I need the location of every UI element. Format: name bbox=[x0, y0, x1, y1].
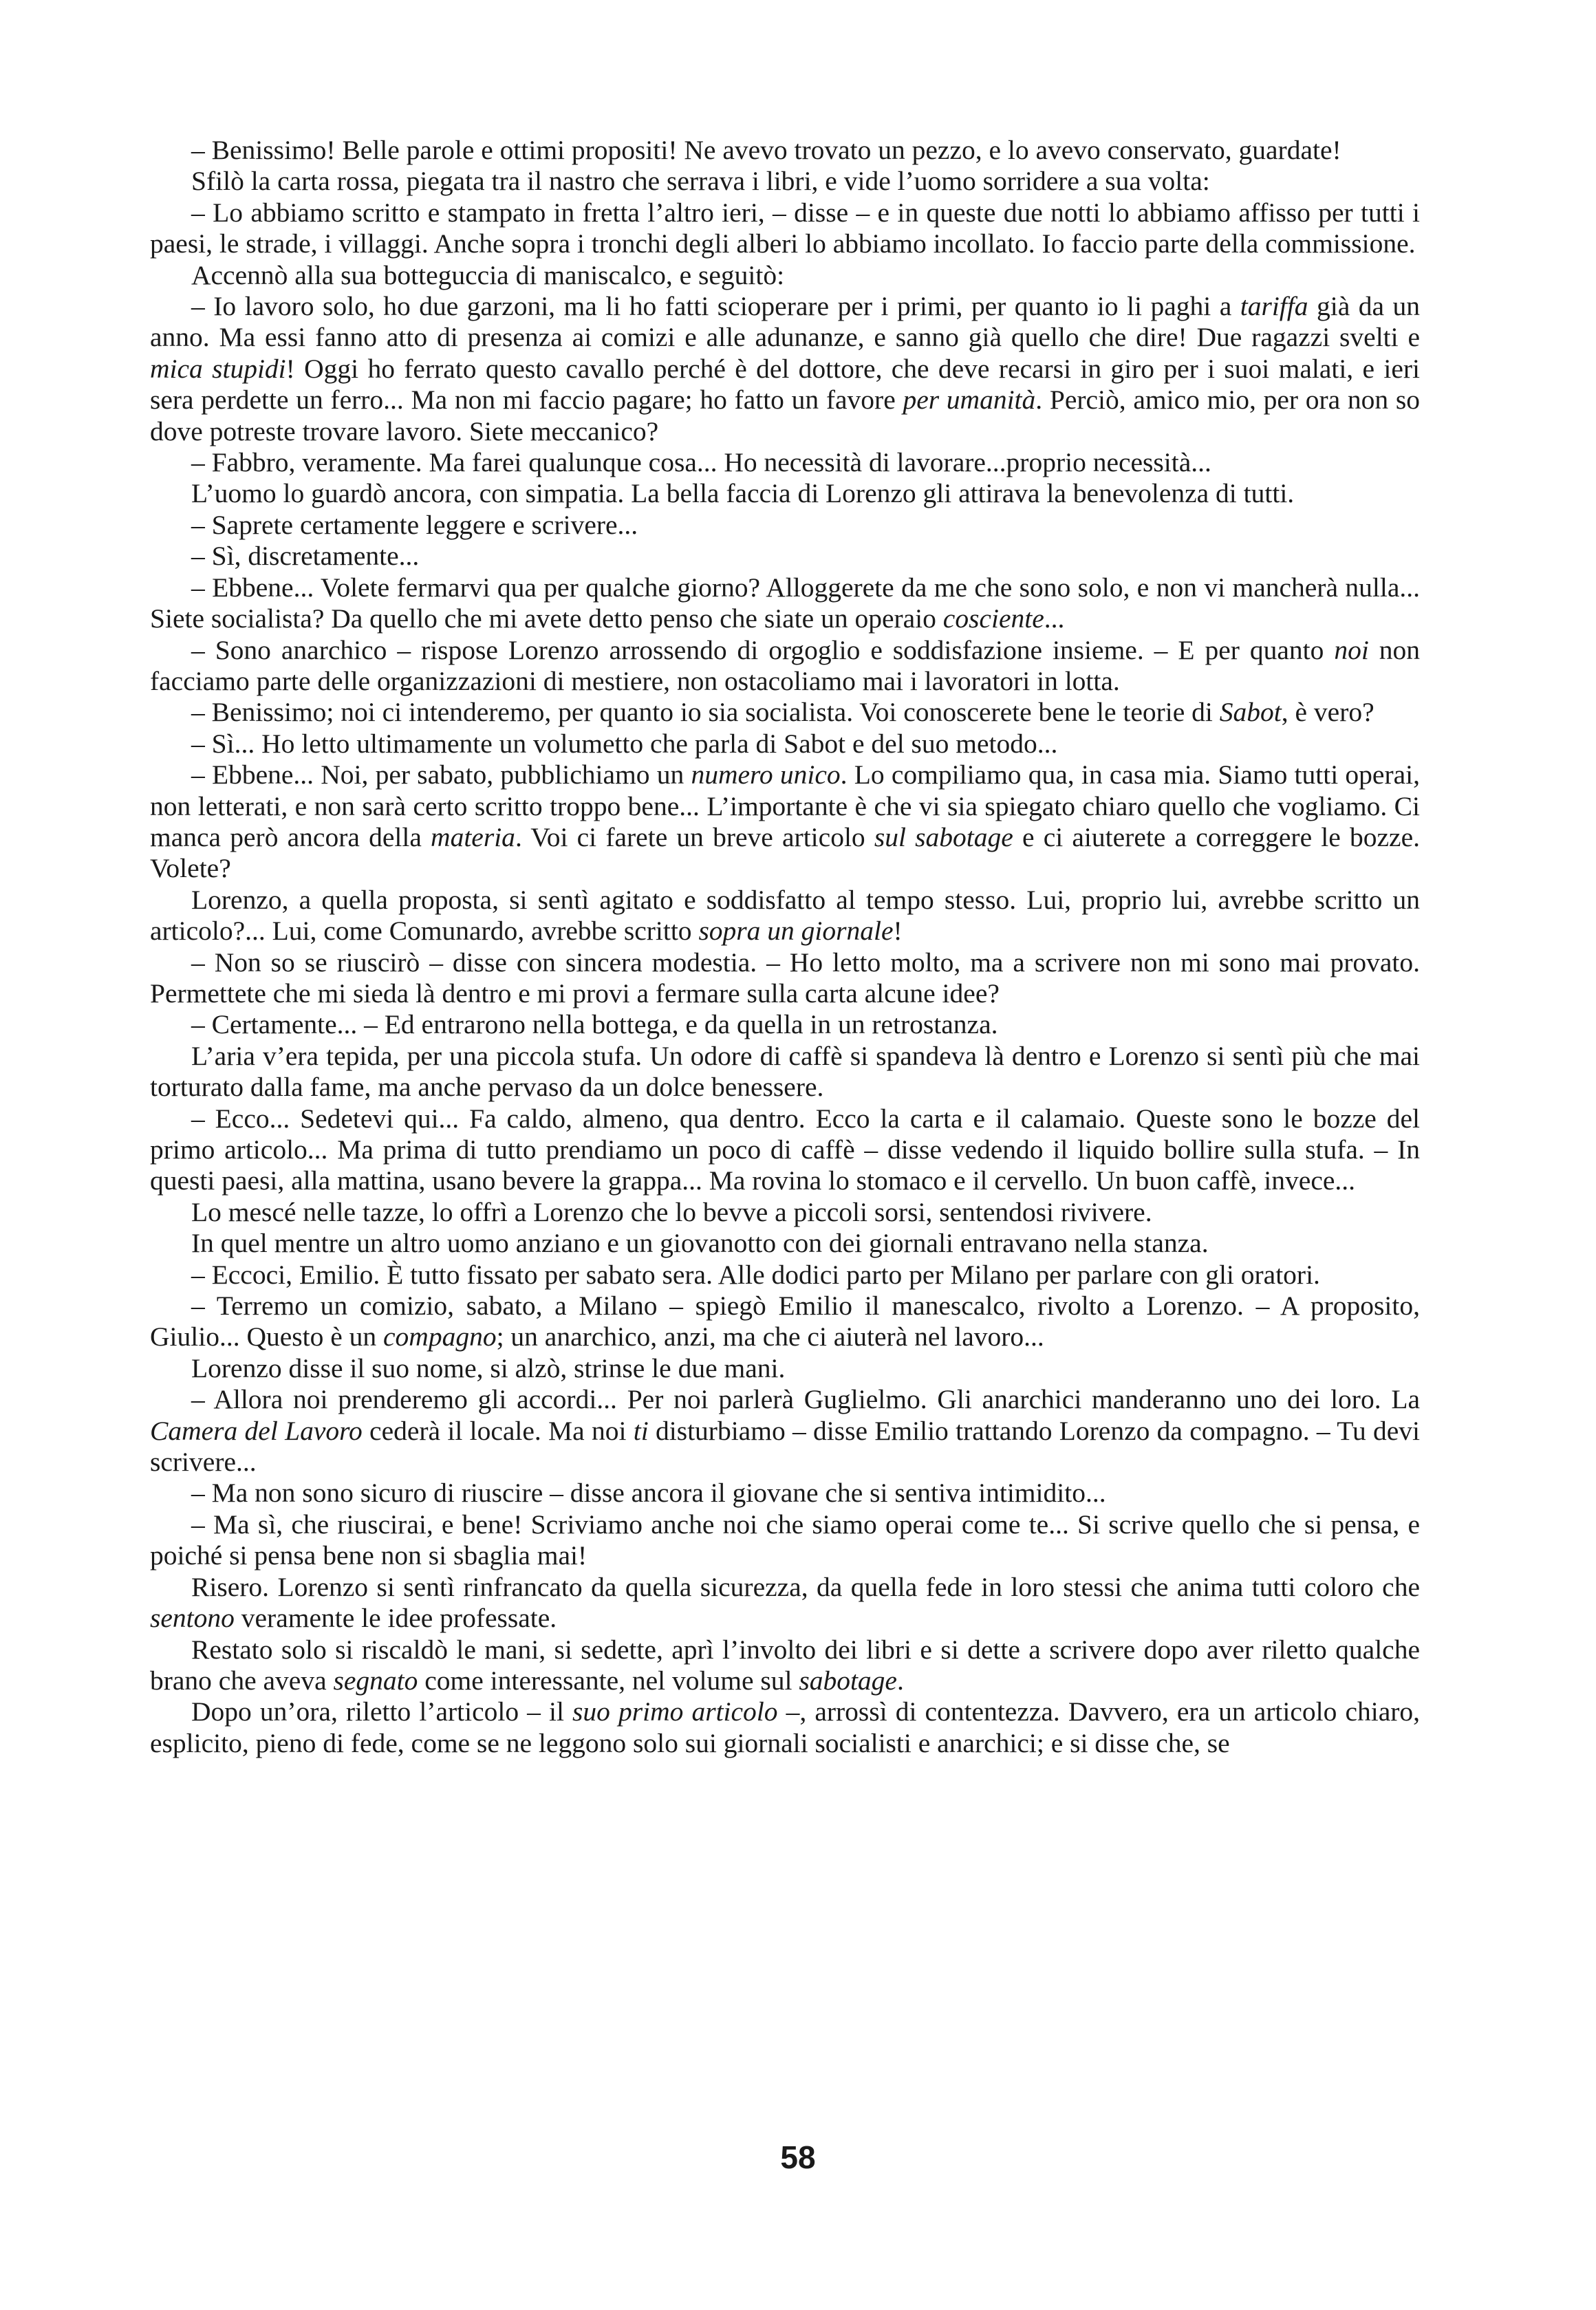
italic-text: compagno bbox=[383, 1321, 497, 1352]
paragraph bbox=[150, 478, 1420, 509]
paragraph bbox=[150, 291, 1420, 447]
paragraph bbox=[150, 447, 1420, 478]
paragraph bbox=[150, 1353, 1420, 1384]
text-run: – Saprete certamente leggere e scrivere... bbox=[191, 509, 638, 540]
text-run: In quel mentre un altro uomo anziano e un giovanotto con dei giornali entravano nella stanza. bbox=[191, 1228, 1209, 1259]
paragraph bbox=[150, 572, 1420, 635]
paragraph bbox=[150, 697, 1420, 728]
text-run: – Lo abbiamo scritto e stampato in fretta l’altro ieri, – disse – e in queste due notti lo abbiamo affisso per tutti i paesi, le strade, i villaggi. Anche sopra i tronchi degli alberi lo abbiamo incollato. Io faccio parte della commissione. bbox=[150, 197, 1420, 259]
paragraph bbox=[150, 1197, 1420, 1228]
paragraph bbox=[150, 166, 1420, 197]
text-run: – Ma non sono sicuro di riuscire – disse ancora il giovane che si sentiva intimidito... bbox=[191, 1478, 1106, 1509]
paragraph bbox=[150, 1103, 1420, 1197]
paragraph bbox=[150, 260, 1420, 291]
italic-text: mica stupidi bbox=[150, 353, 286, 384]
text-run: Lorenzo disse il suo nome, si alzò, strinse le due mani. bbox=[191, 1352, 786, 1383]
paragraph bbox=[150, 197, 1420, 260]
paragraph bbox=[150, 1228, 1420, 1259]
italic-text: ti bbox=[633, 1415, 649, 1446]
italic-text: numero unico bbox=[691, 759, 841, 790]
text-run: Dopo un’ora, riletto l’articolo – il bbox=[191, 1696, 573, 1727]
text-run: disturbiamo – disse Emilio trattando Lorenzo da compagno. – Tu devi scrivere... bbox=[150, 1415, 1421, 1478]
text-run: –, arrossì di contentezza. Davvero, era un articolo chiaro, esplicito, pieno di fede, come se ne leggono solo sui giornali socialisti e anarchici; e si disse che, se bbox=[150, 1696, 1421, 1758]
paragraph bbox=[150, 1572, 1420, 1634]
paragraph bbox=[150, 759, 1420, 885]
text-run: – Allora noi prenderemo gli accordi... Per noi parlerà Guglielmo. Gli anarchici manderanno uno dei loro. La bbox=[191, 1384, 1420, 1415]
italic-text: Sabot bbox=[1219, 697, 1282, 728]
text-run: – Sì, discretamente... bbox=[191, 541, 420, 572]
paragraph bbox=[150, 1260, 1420, 1291]
text-run: . Perciò, amico mio, per ora non so dove potreste trovare lavoro. Siete meccanico? bbox=[150, 385, 1420, 446]
text-run: ! bbox=[893, 916, 903, 947]
text-run: cederà il locale. Ma noi bbox=[362, 1415, 634, 1446]
italic-text: sul sabotage bbox=[874, 821, 1013, 852]
text-run: ! Oggi ho ferrato questo cavallo perché è del dottore, che deve recarsi in giro per i suoi malati, e ieri sera perdette un ferro... Ma non mi faccio pagare; ho fatto un favore bbox=[150, 353, 1420, 415]
text-run: veramente le idee professate. bbox=[234, 1603, 557, 1634]
paragraph bbox=[150, 947, 1420, 1010]
paragraph bbox=[150, 635, 1420, 698]
text-run: e ci aiuterete a correggere le bozze. Volete? bbox=[150, 821, 1420, 884]
page-number: 58 bbox=[780, 2139, 816, 2175]
text-run: – Ma sì, che riuscirai, e bene! Scriviamo anche noi che siamo operai come te... Si scrive quello che si pensa, e poiché si pensa bene non si sbaglia mai! bbox=[150, 1509, 1420, 1571]
text-run: – Io lavoro solo, ho due garzoni, ma li ho fatti scioperare per i primi, per quanto io li paghi a bbox=[191, 291, 1240, 322]
text-run: – Eccoci, Emilio. È tutto fissato per sabato sera. Alle dodici parto per Milano per parlare con gli oratori. bbox=[191, 1259, 1320, 1290]
paragraph bbox=[150, 1696, 1420, 1759]
text-run: . Lo compiliamo qua, in casa mia. Siamo tutti operai, non letterati, e non sarà certo scritto troppo bene... L’importante è che vi sia spiegato chiaro quello che vogliamo. Ci manca però ancora della bbox=[150, 759, 1420, 852]
paragraph bbox=[150, 1634, 1420, 1697]
text-run: L’aria v’era tepida, per una piccola stufa. Un odore di caffè si spandeva là dentro e Lorenzo si sentì più che mai torturato dalla fame, ma anche pervaso da un dolce benessere. bbox=[150, 1040, 1420, 1103]
italic-text: suo primo articolo bbox=[572, 1696, 778, 1727]
paragraph bbox=[150, 1009, 1420, 1040]
italic-text: cosciente bbox=[942, 603, 1044, 634]
paragraph bbox=[150, 1478, 1420, 1509]
paragraph bbox=[150, 1291, 1420, 1353]
text-run: come interessante, nel volume sul bbox=[418, 1665, 799, 1696]
paragraph bbox=[150, 1509, 1420, 1572]
italic-text: materia bbox=[431, 821, 515, 852]
text-run: – Ebbene... Volete fermarvi qua per qualche giorno? Alloggerete da me che sono solo, e non vi mancherà nulla... Siete socialista? Da quello che mi avete detto penso che siate un operaio bbox=[150, 572, 1420, 634]
paragraph bbox=[150, 1041, 1420, 1103]
text-run: Risero. Lorenzo si sentì rinfrancato da quella sicurezza, da quella fede in loro stessi che anima tutti coloro che bbox=[191, 1571, 1420, 1602]
text-run: – Non so se riuscirò – disse con sincera modestia. – Ho letto molto, ma a scrivere non mi sono mai provato. Permettete che mi sieda là dentro e mi provi a fermare sulla carta alcune idee? bbox=[150, 947, 1420, 1008]
text-run: L’uomo lo guardò ancora, con simpatia. La bella faccia di Lorenzo gli attirava la benevolenza di tutti. bbox=[191, 478, 1295, 509]
text-run: ... bbox=[1044, 603, 1065, 634]
text-run: Accennò alla sua botteguccia di maniscalco, e seguitò: bbox=[191, 259, 785, 290]
text-run: , è vero? bbox=[1281, 697, 1374, 728]
italic-text: Camera del Lavoro bbox=[150, 1415, 363, 1446]
text-run: già da un anno. Ma essi fanno atto di presenza ai comizi e alle adunanze, e sanno già quello che dire! Due ragazzi svelti e bbox=[150, 291, 1420, 353]
paragraph bbox=[150, 135, 1420, 166]
paragraph bbox=[150, 510, 1420, 541]
text-run: non facciamo parte delle organizzazioni di mestiere, non ostacoliamo mai i lavoratori in lotta. bbox=[150, 634, 1421, 696]
text-run: – Fabbro, veramente. Ma farei qualunque cosa... Ho necessità di lavorare...proprio necessità... bbox=[191, 447, 1211, 478]
text-run: Sfilò la carta rossa, piegata tra il nastro che serrava i libri, e vide l’uomo sorridere a sua volta: bbox=[191, 166, 1210, 197]
text-run: – Sì... Ho letto ultimamente un volumetto che parla di Sabot e del suo metodo... bbox=[191, 728, 1058, 759]
italic-text: sabotage bbox=[799, 1665, 897, 1696]
text-run: – Sono anarchico – rispose Lorenzo arrossendo di orgoglio e soddisfazione insieme. – E per quanto bbox=[191, 634, 1335, 665]
paragraph bbox=[150, 728, 1420, 759]
text-run: – Certamente... – Ed entrarono nella bottega, e da quella in un retrostanza. bbox=[191, 1009, 998, 1040]
italic-text: sentono bbox=[150, 1603, 235, 1634]
italic-text: segnato bbox=[333, 1665, 418, 1696]
text-run: – Benissimo; noi ci intenderemo, per quanto io sia socialista. Voi conoscerete bene le teorie di bbox=[191, 697, 1220, 728]
text-run: Lorenzo, a quella proposta, si sentì agitato e soddisfatto al tempo stesso. Lui, proprio lui, avrebbe scritto un articolo?... Lui, come Comunardo, avrebbe scritto bbox=[150, 884, 1420, 947]
text-run: – Benissimo! Belle parole e ottimi propositi! Ne avevo trovato un pezzo, e lo avevo conservato, guardate! bbox=[191, 135, 1341, 165]
paragraph bbox=[150, 1384, 1420, 1478]
italic-text: sopra un giornale bbox=[698, 916, 894, 947]
text-run: – Terremo un comizio, sabato, a Milano – spiegò Emilio il manescalco, rivolto a Lorenzo. – A proposito, Giulio... Questo è un bbox=[150, 1291, 1420, 1352]
text-run: Restato solo si riscaldò le mani, si sedette, aprì l’involto dei libri e si dette a scrivere dopo aver riletto qualche brano che aveva bbox=[150, 1634, 1420, 1696]
paragraph bbox=[150, 885, 1420, 947]
text-run: . Voi ci farete un breve articolo bbox=[515, 821, 874, 852]
text-run: – Ebbene... Noi, per sabato, pubblichiamo un bbox=[191, 759, 691, 790]
italic-text: per umanità bbox=[903, 385, 1036, 415]
text-run: – Ecco... Sedetevi qui... Fa caldo, almeno, qua dentro. Ecco la carta e il calamaio. Queste sono le bozze del primo articolo... Ma prima di tutto prendiamo un poco di caffè – disse vedendo il liquido bollire sulla stufa. – In questi paesi, alla mattina, usano bevere la grappa... Ma rovina lo stomaco e il cervello. Un buon caffè, invece... bbox=[150, 1103, 1420, 1196]
text-run: . bbox=[896, 1665, 904, 1696]
body-text bbox=[150, 135, 1420, 1759]
text-run: Lo mescé nelle tazze, lo offrì a Lorenzo che lo bevve a piccoli sorsi, sentendosi rivivere. bbox=[191, 1196, 1152, 1227]
italic-text: noi bbox=[1334, 634, 1369, 665]
italic-text: tariffa bbox=[1240, 291, 1308, 322]
paragraph bbox=[150, 541, 1420, 572]
text-run: ; un anarchico, anzi, ma che ci aiuterà nel lavoro... bbox=[496, 1321, 1044, 1352]
